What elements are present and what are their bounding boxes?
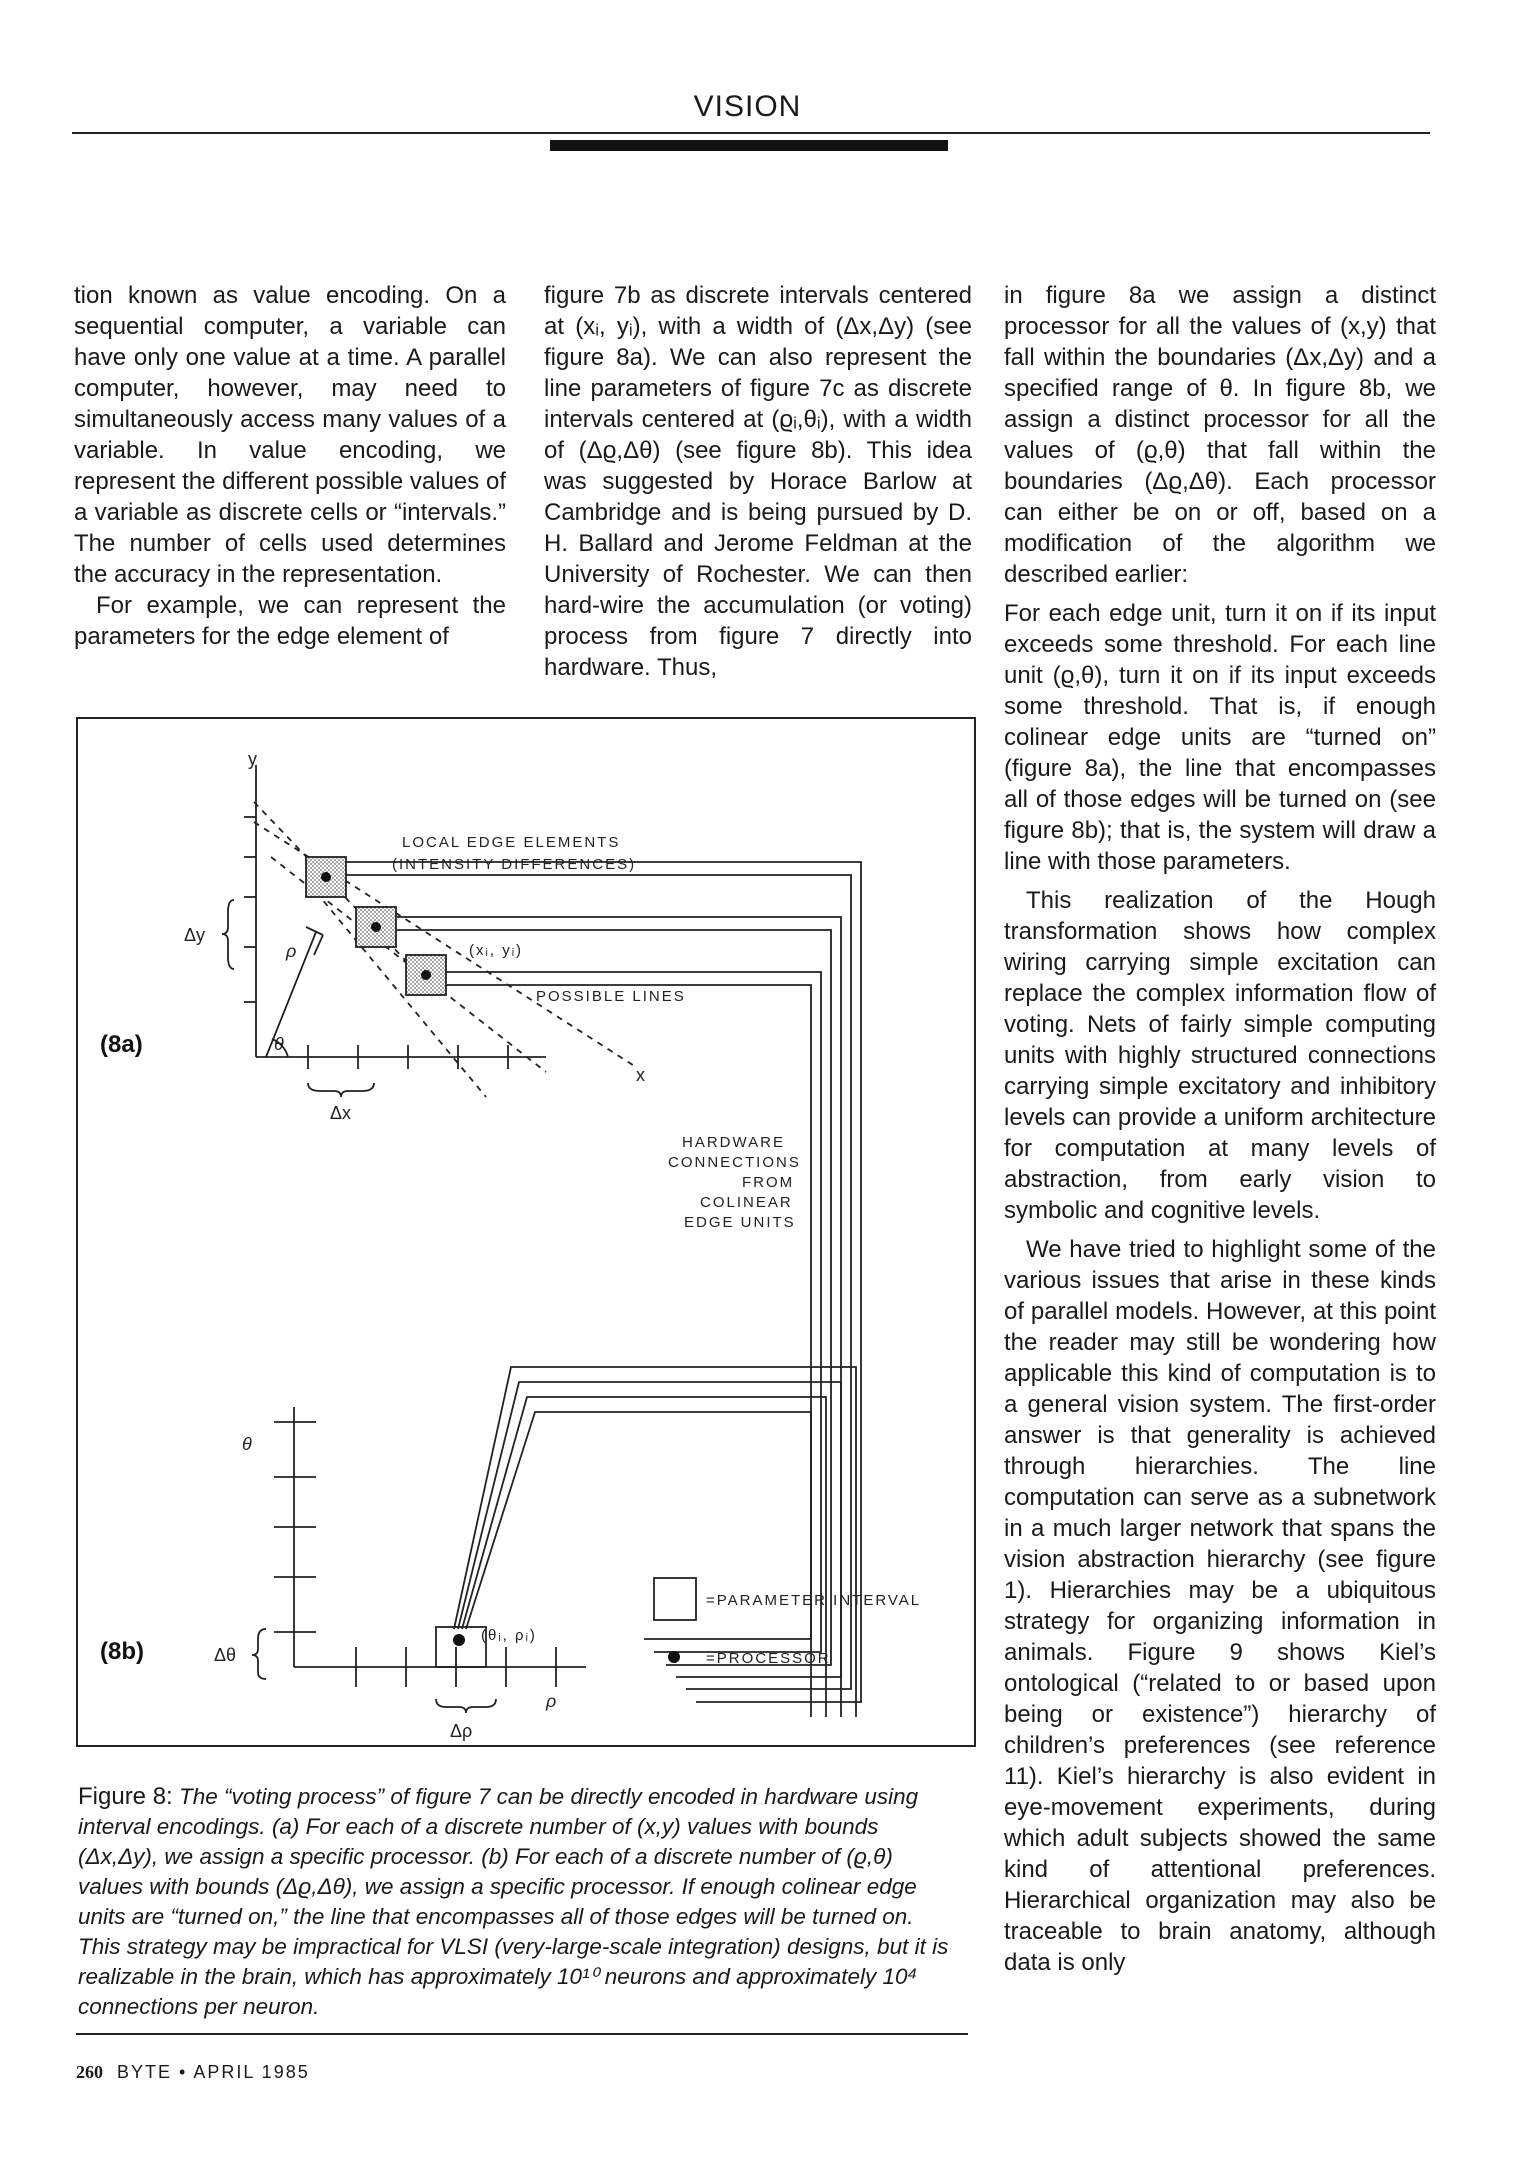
theta-axis-label: θ [242, 1434, 252, 1454]
processor-dot [453, 1634, 465, 1646]
hardware-wire [396, 917, 841, 1677]
delta-rho-label: Δρ [450, 1721, 473, 1741]
figure-diagram [76, 717, 976, 1747]
legend-interval-label: =PARAMETER INTERVAL [706, 1592, 922, 1609]
paragraph: We have tried to highlight some of the various issues that arise in these kinds of parallel models. However, at this point the reader may still be wondering how applicable this kind of computation is to a general vision system. The first-order answer is that generality is achieved through hierarchies. The line computation can serve as a subnetwork in a much larger network that spans the vision abstraction hierarchy (see figure 1). Hierarchies may be a ubiquitous strategy for organizing information in animals. Figure 9 shows Kiel’s ontological (“related to or based upon being or existence”) hierarchy of children’s preferences (see reference 11). Kiel’s hierarchy is also evident in eye-movement experiments, during which adult subjects showed the same kind of attentional preferences. Hierarchical organization may also be traceable to brain anatomy, although data is only [1004, 1236, 1436, 1976]
paragraph: tion known as value encoding. On a sequential computer, a variable can have only one value at a time. A parallel computer, however, may need to simultaneously access many values of a variable. In value encoding, we represent the different possible values of a variable as discrete cells or “intervals.” The number of cells used determines the accuracy in the representation. [74, 282, 506, 588]
point-b-label: (θᵢ, ρᵢ) [481, 1627, 537, 1644]
column-right [1004, 280, 1436, 1978]
legend-processor-label: =PROCESSOR [706, 1650, 831, 1667]
page-footer [76, 2062, 310, 2083]
panel-label-8b: (8b) [100, 1638, 144, 1665]
possible-lines-label: POSSIBLE LINES [536, 988, 686, 1005]
hardware-wire [446, 985, 811, 1639]
processor-dot [371, 922, 381, 932]
hardware-label: HARDWARE [682, 1134, 785, 1151]
delta-rho-brace [436, 1699, 496, 1713]
section-title: VISION [693, 90, 802, 123]
local-edge-label: LOCAL EDGE ELEMENTS [402, 834, 621, 851]
delta-x-label: Δx [330, 1103, 352, 1123]
x-axis-label: x [636, 1065, 645, 1085]
delta-theta-brace [252, 1629, 266, 1679]
processor-dot [321, 872, 331, 882]
figure-caption [78, 1782, 958, 2022]
column-middle [544, 280, 972, 683]
hardware-wire [466, 1412, 811, 1717]
paragraph: For example, we can represent the parameters for the edge element of [74, 592, 506, 650]
column-left [74, 280, 506, 652]
hardware-wire [446, 972, 821, 1652]
hardware-label: CONNECTIONS [668, 1154, 801, 1171]
possible-line [316, 892, 486, 1097]
local-edge-label: (INTENSITY DIFFERENCES) [392, 856, 637, 873]
panel-label-8a: (8a) [100, 1031, 143, 1058]
hardware-wire [396, 930, 831, 1665]
processor-dot [421, 970, 431, 980]
point-label: (xᵢ, yᵢ) [469, 942, 524, 959]
page-number: 260 [76, 2062, 103, 2082]
legend-interval-box [654, 1578, 696, 1620]
paragraph: figure 7b as discrete intervals centered at (xᵢ, yᵢ), with a width of (Δx,Δy) (see figure 8a). We can also represent the line parameters of figure 7c as discrete intervals centered at (ϱᵢ,θᵢ), with a width of (Δϱ,Δθ) (see figure 8b). This idea was suggested by Horace Barlow at Cambridge and is being pursued by D. H. Ballard and Jerome Feldman at the University of Rochester. We can then hard-wire the accumulation (or voting) process from figure 7 directly into hardware. Thus, [544, 282, 972, 681]
hardware-label: FROM [742, 1174, 795, 1191]
caption-rule [76, 2033, 968, 2035]
hardware-label: EDGE UNITS [684, 1214, 796, 1231]
legend-processor-dot [668, 1651, 680, 1663]
caption-text: The “voting process” of figure 7 can be directly encoded in hardware using interval encodings. (a) For each of a discrete number of (x,y) values with bounds (Δx,Δy), we assign a specific processor. (b) For each of a discrete number of (ϱ,θ) values with bounds (Δϱ,Δθ), we assign a specific processor. If enough colinear edge units are “turned on,” the line that encompasses all of those edges will be turned on. This strategy may be impractical for VLSI (very-large-scale integration) designs, but it is realizable in the brain, which has approximately 10¹⁰ neurons and approximately 10⁴ connections per neuron. [78, 1784, 949, 2019]
caption-lead: Figure 8: [78, 1783, 173, 1810]
hardware-wire [462, 1397, 826, 1717]
paragraph: For each edge unit, turn it on if its input exceeds some threshold. For each line unit (ϱ,θ), turn it on if its input exceeds some threshold. That is, if enough colinear edge units are “turned on” (figure 8a), the line that encompasses all of those edges will be turned on (see figure 8b); that is, the system will draw a line with those parameters. [1004, 600, 1436, 875]
delta-theta-label: Δθ [214, 1645, 237, 1665]
rho-label: ρ [286, 941, 297, 961]
hardware-label: COLINEAR [700, 1194, 793, 1211]
y-axis-label: y [248, 749, 257, 769]
delta-y-label: Δy [184, 925, 206, 945]
header-bar [550, 140, 948, 151]
delta-x-brace [308, 1083, 374, 1097]
figure-8 [76, 717, 976, 1747]
rho-axis-label: ρ [546, 1691, 557, 1711]
publication-line: BYTE • APRIL 1985 [117, 2062, 310, 2082]
parameter-interval-cell [436, 1627, 486, 1667]
paragraph: in figure 8a we assign a distinct processor for all the values of (x,y) that fall within the boundaries (Δx,Δy) and a specified range of θ. In figure 8b, we assign a distinct processor for all the values of (ϱ,θ) that fall within the boundaries (Δϱ,Δθ). Each processor can either be on or off, based on a modification of the algorithm we described earlier: [1004, 282, 1436, 588]
theta-label: θ [274, 1034, 284, 1054]
header-rule [72, 132, 1430, 134]
delta-y-brace [222, 900, 234, 969]
panel-8a [222, 765, 861, 1702]
paragraph: This realization of the Hough transformation shows how complex wiring carrying simple excitation can replace the complex information flow of voting. Nets of fairly simple computing units with highly structured connections carrying simple excitatory and inhibitory levels can provide a uniform architecture for computation at many levels of abstraction, from early vision to symbolic and cognitive levels. [1004, 887, 1436, 1224]
